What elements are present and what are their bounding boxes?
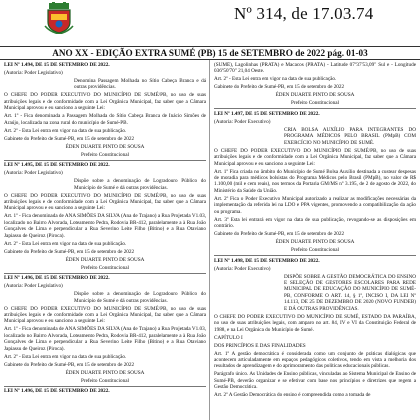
paragraph: Art. 2º - Esta Lei entra em vigor na data de sua publicação.	[4, 240, 127, 247]
signature-line: Prefeito Constitucional	[81, 377, 129, 384]
law-heading: LEI Nº 1.494, DE 15 DE SETEMBRO DE 2022.	[4, 62, 110, 68]
paragraph: (Autoria: Poder Legislativo)	[4, 170, 63, 177]
left-column	[4, 62, 206, 420]
law-heading: LEI Nº 1.497, DE 15 DE SETEMBRO DE 2022.	[214, 111, 320, 117]
paragraph: DOS PRINCÍPIOS E DAS FINALIDADES	[214, 342, 306, 349]
paragraph: Art. 1º A gestão democrática é considerada como um conjunto de práticas dialógicas que acontecem articuladamente em espaços pedagógicos coletivos, tendo em vista a melhoria dos resultados de aprendizagem e do aprimoramento das políticas educacionais públicas.	[214, 350, 416, 370]
paragraph: Gabinete do Prefeito de Sumé-PB, em 15 de setembro de 2022	[4, 361, 135, 368]
paragraph: Gabinete do Prefeito de Sumé-PB, em 15 de setembro de 2022	[4, 248, 135, 255]
signature-line: Prefeito Constitucional	[291, 247, 339, 254]
column-divider	[209, 60, 210, 420]
paragraph: (Autoria: Poder Executivo)	[214, 119, 271, 125]
law-heading: LEI Nº 1.495, DE 15 DE SETEMBRO DE 2022.	[4, 162, 110, 169]
paragraph: (Autoria: Poder Executivo)	[214, 265, 271, 272]
paragraph: O CHEFE DO PODER EXECUTIVO DO MUNICÍPIO DE SUMÉ/PB, no uso de suas atribuições legais e de conformidade com a Lei Orgânica Municipal, faz saber que a Câmara Municipal aprovou e eu sanciono a seguinte Lei:	[4, 192, 206, 212]
paragraph: Art. 2º - Esta Lei entra em vigor na data de sua publicação.	[4, 353, 127, 360]
paragraph: Art. 2º - Esta Lei entra em vigor na data de sua publicação.	[4, 127, 127, 134]
paragraph: (Autoria: Poder Legislativo)	[4, 70, 63, 76]
paragraph: Gabinete do Prefeito de Sumé-PB, em 15 de setembro de 2022	[214, 231, 345, 238]
law-heading: LEI Nº 1.496, DE 15 DE SETEMBRO DE 2022.	[4, 275, 110, 282]
signature-line: Prefeito Constitucional	[291, 100, 339, 107]
section-separator	[4, 273, 206, 274]
law-summary: Dispõe sobre a denominação de Logradouro Público do Município de Sumé e dá outras providências.	[74, 178, 206, 191]
signature-line: ÉDEN DUARTE PINTO DE SOUSA	[275, 239, 355, 246]
section-separator	[214, 108, 416, 109]
masthead	[0, 0, 420, 47]
paragraph: Art. 2º A Gestão Democrática do ensino é compreendida como a tomada de	[214, 392, 371, 399]
law-summary: Denomina Passagem Molhada no Sítio Cabeça Branca e dá outras providências.	[74, 78, 206, 91]
signature-line: Prefeito Constitucional	[81, 264, 129, 271]
law-summary: DISPÕE SOBRE A GESTÃO DEMOCRÁTICA DO ENSINO E SELEÇÃO DE GESTORES ESCOLARES PARA REDE MUNICIPAL DE EDUCAÇÃO DO MUNICÍPIO DE SUMÉ-PB, CONFORME O ART. 14, § 1º, INCISO I, DA LEI Nº 14.113, DE 25 DE DEZEMBRO DE 2020 (NOVO FUNDEB) E DÁ OUTRAS PROVIDÊNCIAS.	[284, 273, 416, 312]
paragraph: Art. 3º Esta lei entrará em vigor na data de sua publicação, revogando-se as disposições em contrário.	[214, 216, 416, 230]
section-separator	[4, 160, 206, 161]
edition-banner: ANO XX - EDIÇÃO EXTRA SUMÉ (PB) 15 de SETEMBRO de 2022 pág. 01-03	[0, 47, 420, 60]
paragraph: Art. 1º - Fica denominada de ANA SIMÕES DA SILVA (Ana de Trajano) a Rua Projetada V1.03, localizado no Bairro Alvorada, Loteamento Pedra, Rodovia BR-412, paralelamente a à Rua João Gonçalves de Lima e perpendicular a Rua Severino Leite Filho (Bitino) e a Rua Otaviano Japiassu de Queiroz (Piroca).	[4, 326, 206, 352]
law-heading: LEI Nº 1.496, DE 15 DE SETEMBRO DE 2022.	[4, 388, 110, 395]
paragraph: Art. 1º Fica criada no âmbito do Município de Sumé Bolsa Auxílio destinada a custear despesas de moradia para médicos bolsistas do Programa Médicos pelo Brasil (PMpB), no valor de R$ 1.100,00 (mil e cem reais), nos termos da Portaria GM/MS nº 3.195, de 2 de agosto de 2022, do Ministério da Saúde da União.	[214, 168, 416, 194]
paragraph: Art. 2º Fica o Poder Executivo Municipal autorizado a realizar as modificações necessárias da implementação da referida lei na LDO e PPA vigentes, promovendo a compatibilização da ação ou programa.	[214, 195, 416, 215]
paragraph: O CHEFE DO PODER EXECUTIVO DO MUNICÍPIO DE SUMÉ/PB, no uso de suas atribuições legais e de conformidade com a Lei Orgânica Municipal, faz saber que a Câmara Municipal aprovou e eu sanciono a seguinte Lei:	[4, 305, 206, 325]
gazette-number: Nº 314, de 17.03.74	[234, 4, 374, 23]
paragraph: CAPÍTULO I	[214, 334, 243, 341]
law-summary: CRIA BOLSA AUXÍLIO PARA INTEGRANTES DO PROGRAMA MÉDICOS PELO BRASIL (PMpB) COM EXERCÍCIO NO MUNICÍPIO DE SUMÉ.	[284, 127, 416, 146]
paragraph: Art. 1º - Fica denominada de ANA SIMÕES DA SILVA (Ana de Trajano) a Rua Projetada V1.03, localizado no Bairro Alvorada, Loteamento Pedra, Rodovia BR-412, paralelamente a à Rua João Gonçalves de Lima e perpendicular a Rua Severino Leite Filho (Bitino) e a Rua Otaviano Japiassu de Queiroz (Piroca).	[4, 213, 206, 239]
law-heading: LEI Nº 1.498, DE 15 DE SETEMBRO DE 2022.	[214, 257, 320, 264]
section-separator	[4, 386, 206, 387]
paragraph: Art. 1º - Fica denominada a Passagem Molhada do Sítio Cabeça Branca de Inácio Simões de Araújo, localizada na zona rural do município de Sumé-PB.	[4, 113, 206, 126]
paragraph: Art. 2º - Esta Lei entra em vigor na data de sua publicação.	[214, 76, 337, 83]
signature-line: ÉDEN DUARTE PINTO DE SOUSA	[65, 256, 145, 263]
signature-line: ÉDEN DUARTE PINTO DE SOUSA	[275, 92, 355, 99]
paragraph: O CHEFE DO PODER EXECUTIVO DO MUNICÍPIO DE SUMÉ/PB, no uso de suas atribuições legais e de conformidade com a Lei Orgânica Municipal, faz saber que a Câmara Municipal aprovou e eu sanciono a seguinte Lei:	[4, 92, 206, 112]
municipal-crest-icon	[44, 2, 74, 34]
paragraph: (SUMÉ), Lagolinhas (PRATA) e Macacos (PRATA) - Latitude 07º37'53,09" Sul e - Longitude 036º50'70" 21,04 Oeste.	[214, 62, 416, 75]
paragraph: O CHEFE DO PODER EXECUTIVO DO MUNICÍPIO DE SUMÉ/PB, no uso de suas atribuições legais e de conformidade com a Lei Orgânica Municipal, faz saber que a Câmara Municipal aprovou e eu sanciono a seguinte Lei:	[214, 147, 416, 167]
paragraph: (Autoria: Poder Legislativo)	[4, 283, 63, 290]
right-column	[214, 62, 416, 420]
paragraph: Gabinete do Prefeito de Sumé-PB, em 15 de setembro de 2022	[214, 84, 345, 91]
signature-line: Prefeito Constitucional	[81, 151, 129, 158]
paragraph: O CHEFE DO PODER EXECUTIVO DO MUNICÍPIO DE SUMÉ, ESTADO DA PARAÍBA, no uso de suas atribuições legais, com amparo no art. 84, IV e VI da Constituição Federal de 1988, e na Lei Orgânica do Município de Sumé.	[214, 313, 416, 333]
signature-line: ÉDEN DUARTE PINTO DE SOUSA	[65, 369, 145, 376]
paragraph: Gabinete do Prefeito de Sumé-PB, em 15 de setembro de 2022	[4, 135, 135, 142]
section-separator	[214, 255, 416, 256]
paragraph: Parágrafo único. As Unidades de Ensino públicas, vinculadas ao Sistema Municipal de Ensino de Sumé-PB, deverão organizar e se efetivar com base nos princípios e diretrizes que regem a Gestão Democrática.	[214, 371, 416, 391]
law-summary: Dispõe sobre a denominação de Logradouro Público do Município de Sumé e dá outras providências.	[74, 291, 206, 304]
signature-line: ÉDEN DUARTE PINTO DE SOUSA	[65, 143, 145, 150]
